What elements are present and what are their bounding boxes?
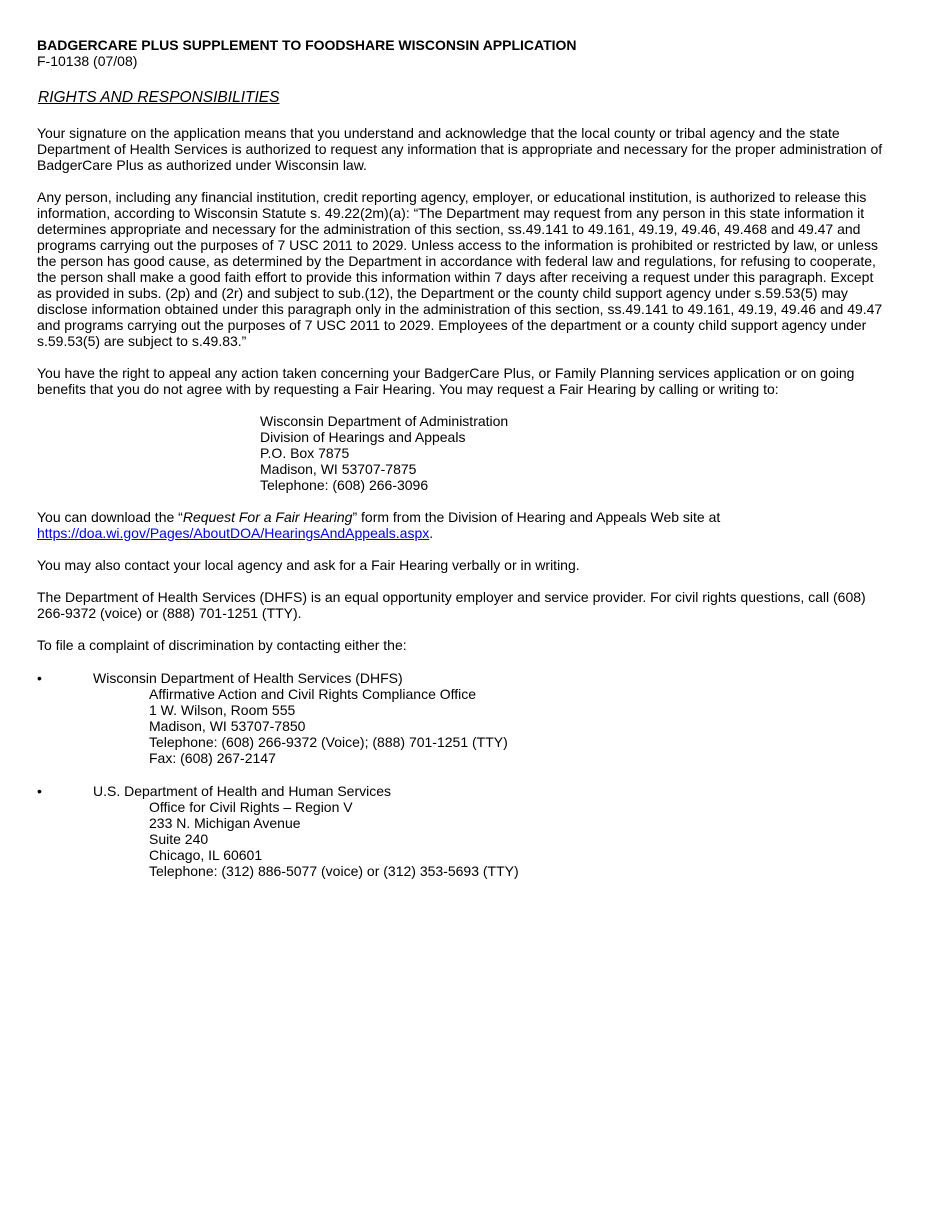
dhfs-office: Affirmative Action and Civil Rights Compliance Office xyxy=(149,686,477,702)
hhs-office: Office for Civil Rights – Region V xyxy=(149,799,353,815)
hhs-city: Chicago, IL 60601 xyxy=(149,847,263,863)
form-number: F-10138 (07/08) xyxy=(37,53,138,69)
fair-hearing-form-name: Request For a Fair Hearing xyxy=(182,509,353,525)
dhfs-telephone: Telephone: (608) 266-9372 (Voice); (888) 701-1251 (TTY) xyxy=(149,734,508,750)
hearing-address-line: P.O. Box 7875 xyxy=(260,445,350,461)
hhs-address xyxy=(93,799,887,879)
hhs-contact xyxy=(37,783,887,879)
release-paragraph: Any person, including any financial institution, credit reporting agency, employer, or educational institution, is authorized to release this information, according to Wisconsin Statute s. 49.22(2m)(a): “The Department may request from any person in this state information it determines appropriate and necessary for the administration of this section, ss.49.141 to 49.161, 49.19, 49.46, 49.468 and 49.47 and programs carrying out the purposes of 7 USC 2011 to 2029. Unless access to the information is prohibited or restricted by law, or unless the person has good cause, as determined by the Department in accordance with federal law and regulations, for refusing to cooperate, the person shall make a good faith effort to provide this information within 7 days after receiving a request under this paragraph. Except as provided in subs. (2p) and (2r) and subject to sub.(12), the Department or the county child support agency under s.59.53(5) may disclose information obtained under this paragraph only in the administration of this section, ss.49.141 to 49.161, 49.19, 49.46 and 49.47 and programs carrying out the purposes of 7 USC 2011 to 2029. Employees of the department or a county child support agency under s.59.53(5) are subject to s.49.83.” xyxy=(37,189,883,349)
hhs-street: 233 N. Michigan Avenue xyxy=(149,815,301,831)
dhfs-contact xyxy=(37,670,887,766)
hearings-appeals-link[interactable]: https://doa.wi.gov/Pages/AboutDOA/HearingsAndAppeals.aspx xyxy=(37,525,430,541)
dhfs-address xyxy=(93,686,887,766)
download-suffix: ” form from the Division of Hearing and Appeals Web site at xyxy=(352,509,721,525)
section-heading: RIGHTS AND RESPONSIBILITIES xyxy=(38,89,280,106)
hearing-telephone: Telephone: (608) 266-3096 xyxy=(260,477,429,493)
download-paragraph xyxy=(37,509,887,541)
hhs-telephone: Telephone: (312) 886-5077 (voice) or (312) 353-5693 (TTY) xyxy=(149,863,519,879)
dhfs-fax: Fax: (608) 267-2147 xyxy=(149,750,276,766)
hhs-name: U.S. Department of Health and Human Services xyxy=(93,783,392,799)
hearing-address-line: Wisconsin Department of Administration xyxy=(260,413,509,429)
dhfs-street: 1 W. Wilson, Room 555 xyxy=(149,702,296,718)
dhfs-name: Wisconsin Department of Health Services (DHFS) xyxy=(93,670,403,686)
document-page xyxy=(37,37,887,879)
hearing-address xyxy=(260,413,887,493)
download-period: . xyxy=(429,525,434,541)
form-title: BADGERCARE PLUS SUPPLEMENT TO FOODSHARE WISCONSIN APPLICATION xyxy=(37,37,577,53)
dhfs-city: Madison, WI 53707-7850 xyxy=(149,718,306,734)
bullet-icon: • xyxy=(37,783,42,799)
equal-opportunity-paragraph: The Department of Health Services (DHFS) is an equal opportunity employer and service provider. For civil rights questions, call (608) 266-9372 (voice) or (888) 701-1251 (TTY). xyxy=(37,589,866,621)
download-prefix: You can download the “ xyxy=(37,509,183,525)
contact-local-paragraph: You may also contact your local agency and ask for a Fair Hearing verbally or in writing. xyxy=(37,557,580,573)
hhs-suite: Suite 240 xyxy=(149,831,209,847)
bullet-icon: • xyxy=(37,670,42,686)
appeal-paragraph: You have the right to appeal any action taken concerning your BadgerCare Plus, or Family Planning services application or on going benefits that you do not agree with by requesting a Fair Hearing. You may request a Fair Hearing by calling or writing to: xyxy=(37,365,855,397)
hearing-address-line: Madison, WI 53707-7875 xyxy=(260,461,417,477)
signature-paragraph: Your signature on the application means that you understand and acknowledge that the local county or tribal agency and the state Department of Health Services is authorized to request any information that is appropriate and necessary for the proper administration of BadgerCare Plus as authorized under Wisconsin law. xyxy=(37,125,883,173)
complaint-intro-paragraph: To file a complaint of discrimination by contacting either the: xyxy=(37,637,407,653)
hearing-address-line: Division of Hearings and Appeals xyxy=(260,429,466,445)
